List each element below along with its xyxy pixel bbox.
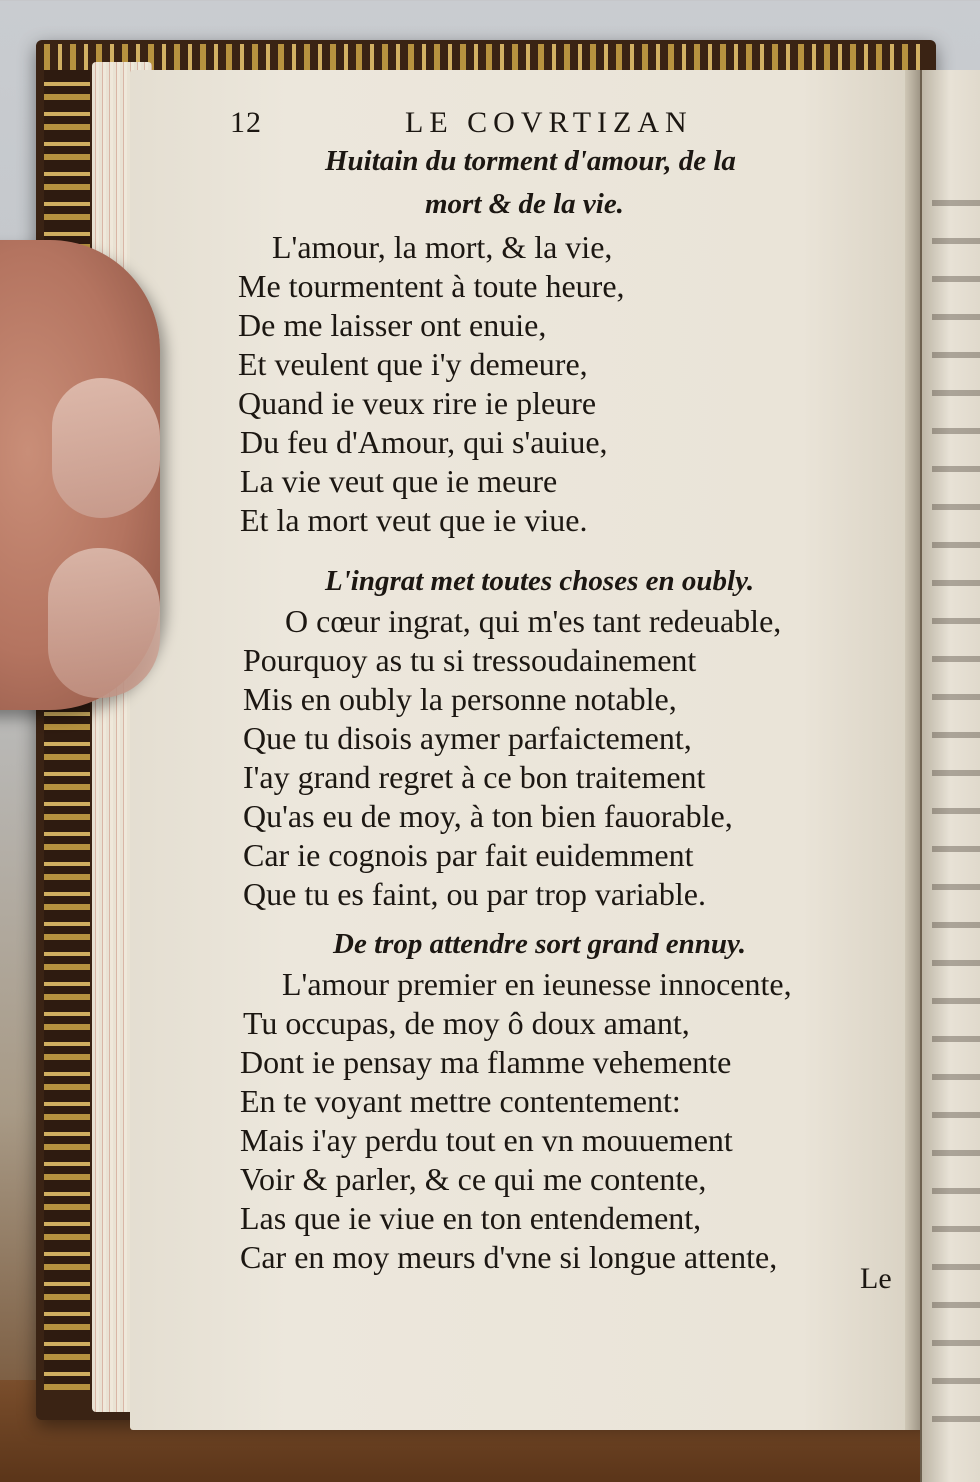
poem-1-line-4: Et veulent que i'y demeure, xyxy=(238,346,588,382)
poem-3-line-1: L'amour premier en ieunesse innocente, xyxy=(282,966,792,1002)
running-head: LE COVRTIZAN xyxy=(405,106,693,139)
poem-1-line-6: Du feu d'Amour, qui s'auiue, xyxy=(240,424,608,460)
poem-1-line-3: De me laisser ont enuie, xyxy=(238,307,547,343)
right-page-text-shadow xyxy=(932,180,980,1430)
poem-3-line-8: Car en moy meurs d'vne si longue attente, xyxy=(240,1239,778,1275)
poem-2-line-5: I'ay grand regret à ce bon traitement xyxy=(243,759,706,795)
poem-3-line-6: Voir & parler, & ce qui me contente, xyxy=(240,1161,707,1197)
poem-3-line-7: Las que ie viue en ton entendement, xyxy=(240,1200,702,1236)
poem-2-line-6: Qu'as eu de moy, à ton bien fauorable, xyxy=(243,798,733,834)
right-page xyxy=(920,70,980,1482)
poem-1-line-7: La vie veut que ie meure xyxy=(240,463,558,499)
thumb-tip-highlight xyxy=(48,548,160,698)
thumb-knuckle-highlight xyxy=(52,378,160,518)
poem-3-line-3: Dont ie pensay ma flamme vehemente xyxy=(240,1044,732,1080)
poem-1-title-line1: Huitain du torment d'amour, de la xyxy=(325,145,736,177)
poem-1-line-8: Et la mort veut que ie viue. xyxy=(240,502,588,538)
poem-2-title: L'ingrat met toutes choses en oubly. xyxy=(325,565,755,597)
poem-1-line-1: L'amour, la mort, & la vie, xyxy=(272,229,613,265)
page-number: 12 xyxy=(230,106,262,139)
poem-2-line-3: Mis en oubly la personne notable, xyxy=(243,681,677,717)
poem-2-line-8: Que tu es faint, ou par trop variable. xyxy=(243,876,706,912)
poem-2-line-7: Car ie cognois par fait euidemment xyxy=(243,837,694,873)
poem-3-line-2: Tu occupas, de moy ô doux amant, xyxy=(243,1005,690,1041)
poem-3-line-4: En te voyant mettre contentement: xyxy=(240,1083,681,1119)
poem-2-line-2: Pourquoy as tu si tressoudainement xyxy=(243,642,697,678)
catchword: Le xyxy=(860,1262,892,1295)
poem-2-line-4: Que tu disois aymer parfaictement, xyxy=(243,720,692,756)
poem-1-line-2: Me tourmentent à toute heure, xyxy=(238,268,625,304)
poem-1-line-5: Quand ie veux rire ie pleure xyxy=(238,385,597,421)
poem-1-title-line2: mort & de la vie. xyxy=(425,188,624,220)
poem-3-title: De trop attendre sort grand ennuy. xyxy=(333,928,747,960)
poem-3-line-5: Mais i'ay perdu tout en vn mouuement xyxy=(240,1122,733,1158)
poem-2-line-1: O cœur ingrat, qui m'es tant redeuable, xyxy=(285,603,782,639)
